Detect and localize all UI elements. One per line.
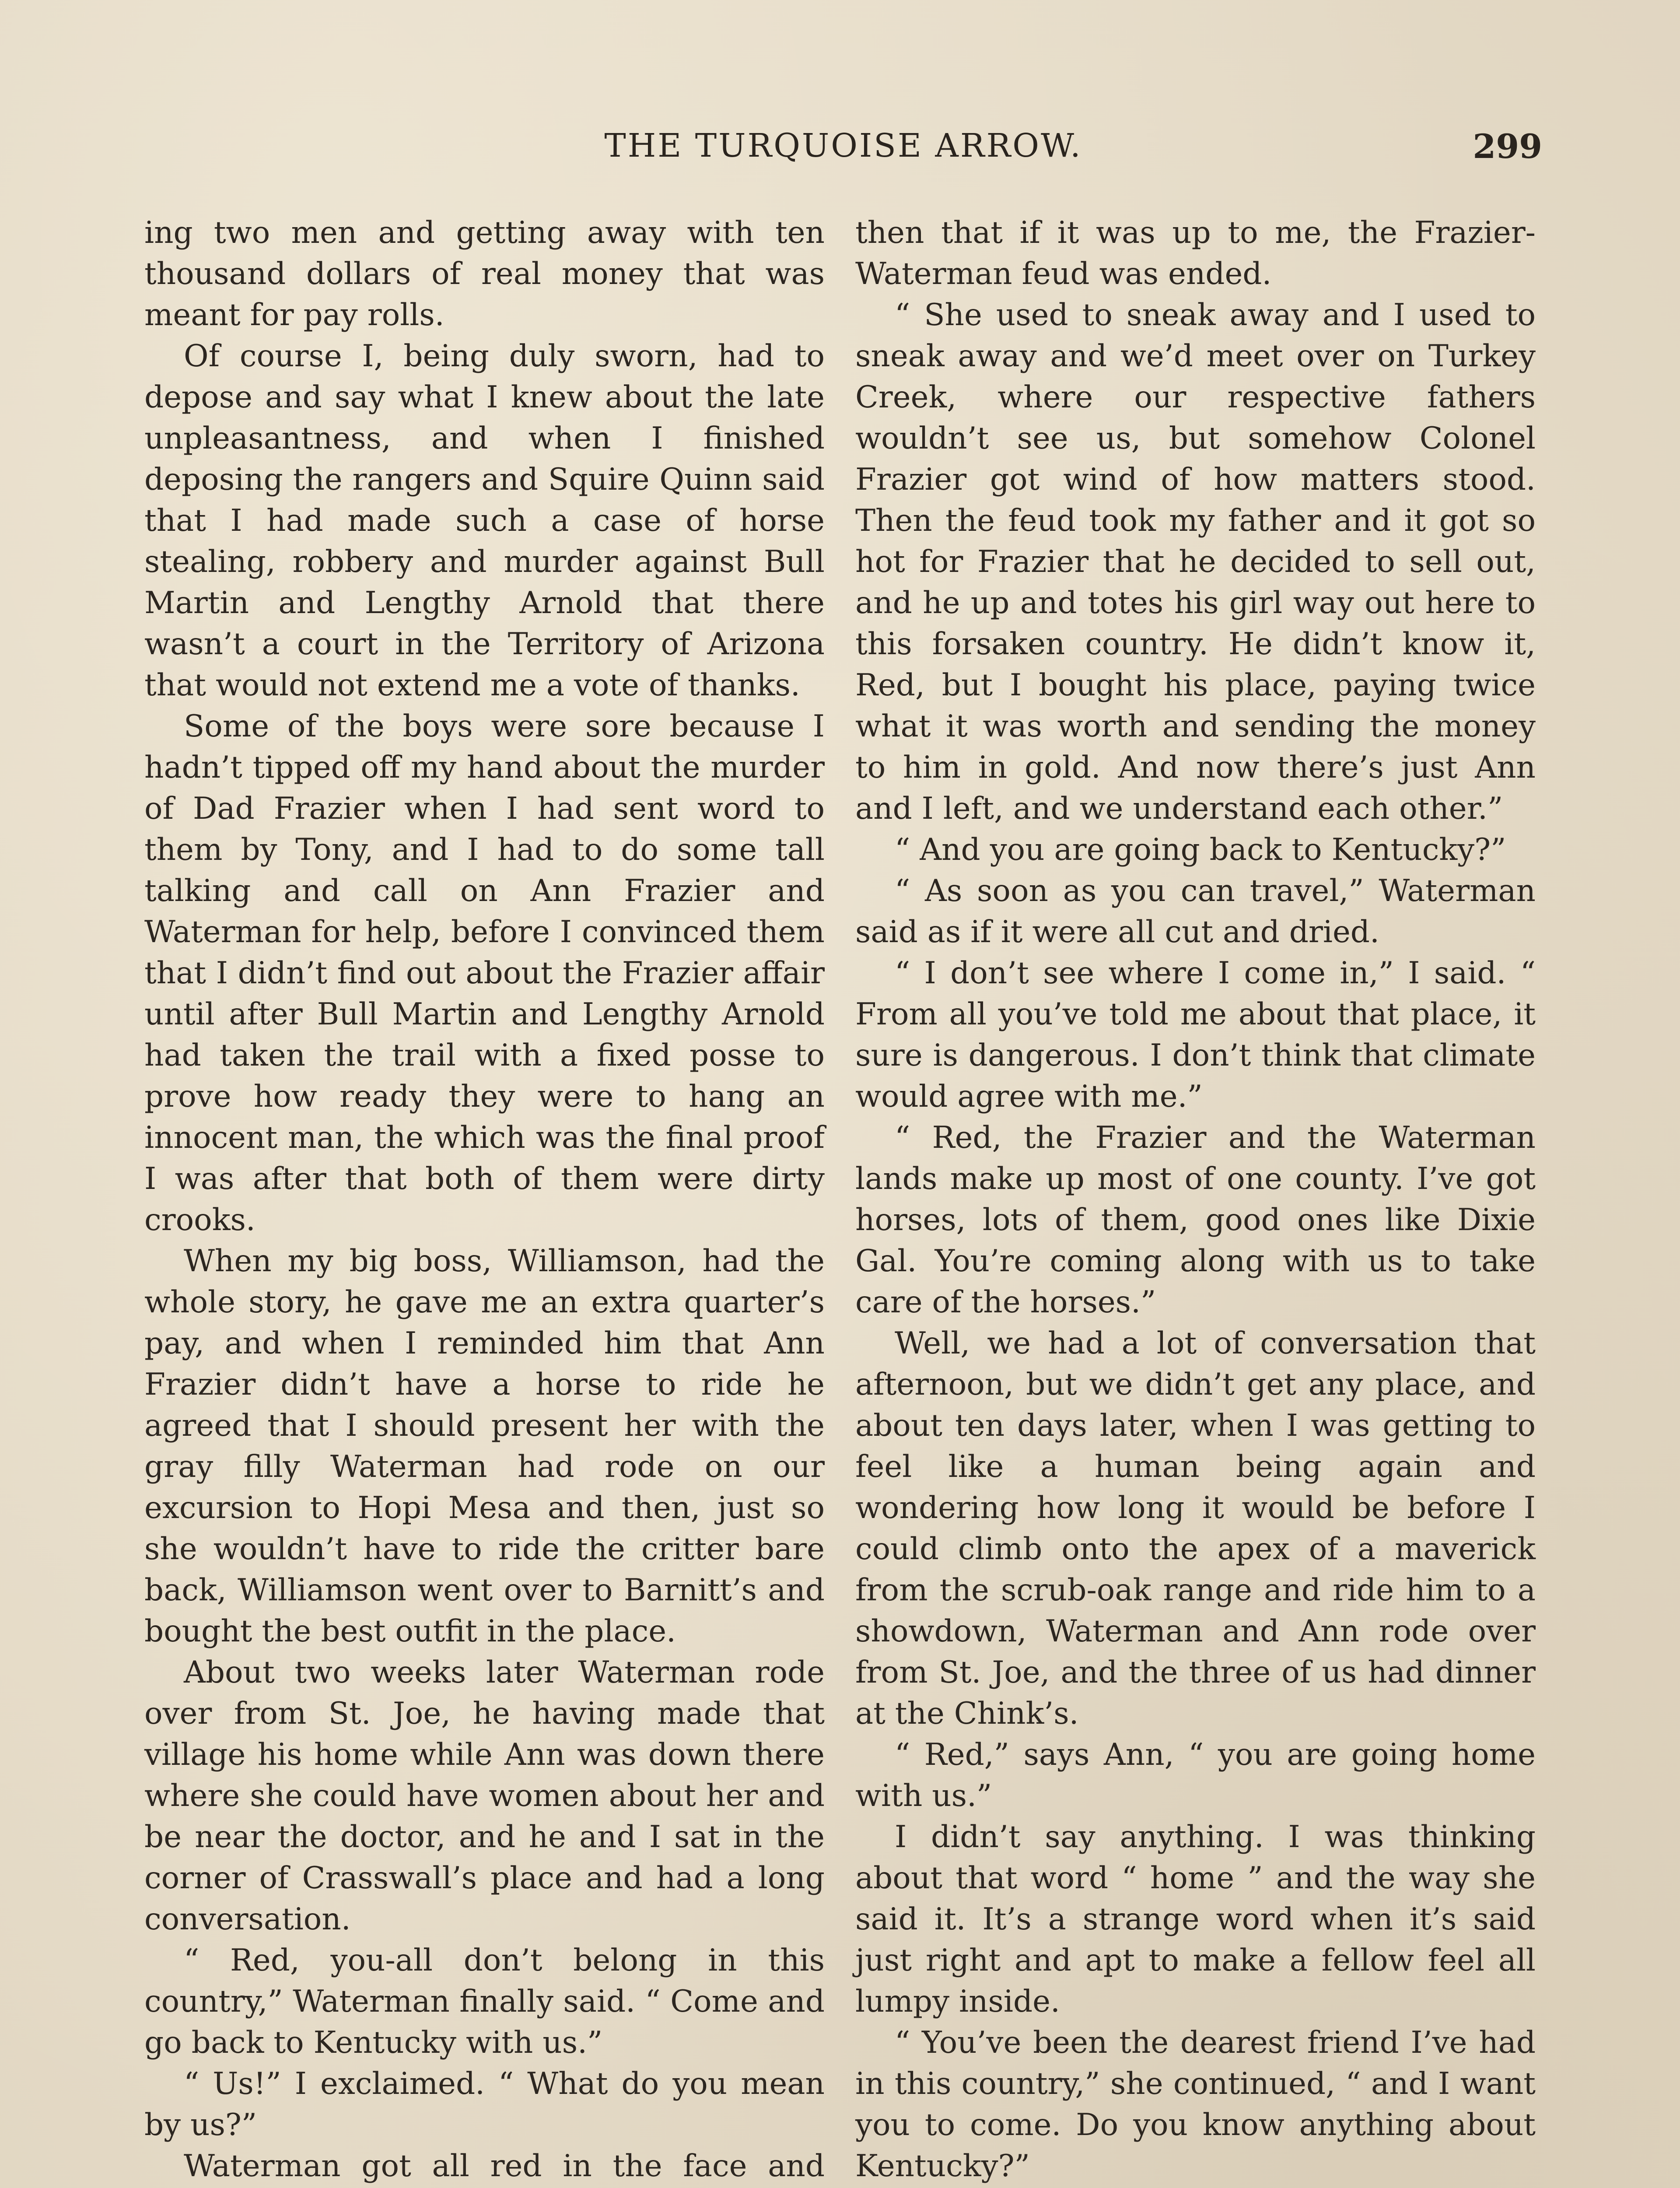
paragraph: “ Red,” says Ann, “ you are going home with us.” [855, 1737, 1536, 1813]
paragraph: “ Us!” I exclaimed. “ What do you mean by us?” [144, 2066, 825, 2142]
paragraph: When my big boss, Williamson, had the whole story, he gave me an extra quarter’s pay, and when I reminded him that Ann Frazier didn’t have a horse to ride he agreed that I should present her with the gray filly Waterman had rode on our excursion to Hopi Mesa and then, just so she wouldn’t have to ride the critter bare back, Williamson went over to Barnitt’s and bought the best outfit in the place. [144, 1244, 825, 1649]
paragraph: “ I don’t see where I come in,” I said. “ From all you’ve told me about that place, it sure is dangerous. I don’t think that climate would agree with me.” [855, 956, 1536, 1114]
paragraph: “ Red, you-all don’t belong in this country,” Waterman finally said. “ Come and go back to Kentucky with us.” [144, 1943, 825, 2060]
paragraph: About two weeks later Waterman rode over from St. Joe, he having made that village his home while Ann was down there where she could have women about her and be near the doctor, and he and I sat in the corner of Crasswall’s place and had a long conversation. [144, 1655, 825, 1937]
page-header [144, 127, 1542, 184]
paragraph: Waterman got all red in the face and [184, 2149, 825, 2184]
paragraph: “ And you are going back to Kentucky?” [895, 832, 1506, 867]
paragraph: Some of the boys were sore because I hadn’t tipped off my hand about the murder of Dad Frazier when I had sent word to them by Tony, and I had to do some tall talking and call on Ann Frazier and Waterman for help, before I convinced them that I didn’t find out about the Frazier affair until after Bull Martin and Lengthy Arnold had taken the trail with a fixed posse to prove how ready they were to hang an innocent man, the which was the final proof I was after that both of them were dirty crooks. [144, 709, 825, 1238]
page-number: 299 [1473, 127, 1542, 166]
text-column-left [144, 212, 825, 2188]
paragraph: ing two men and getting away with ten thousand dollars of real money that was meant for pay rolls. [144, 215, 825, 333]
paragraph: then that if it was up to me, the Frazier-Waterman feud was ended. [855, 215, 1536, 291]
paragraph: Well, we had a lot of conversation that afternoon, but we didn’t get any place, and about ten days later, when I was getting to feel like a human being again and wondering how long it would be before I could climb onto the apex of a maverick from the scrub-oak range and ride him to a showdown, Waterman and Ann rode over from St. Joe, and the three of us had dinner at the Chink’s. [855, 1326, 1536, 1731]
paragraph: “ She used to sneak away and I used to sneak away and we’d meet over on Turkey Creek, where our respective fathers wouldn’t see us, but somehow Colonel Frazier got wind of how matters stood. Then the feud took my father and it got so hot for Frazier that he decided to sell out, and he up and totes his girl way out here to this forsaken country. He didn’t know it, Red, but I bought his place, paying twice what it was worth and sending the money to him in gold. And now there’s just Ann and I left, and we understand each other.” [855, 298, 1536, 826]
paragraph: Of course I, being duly sworn, had to depose and say what I knew about the late unpleasantness, and when I finished deposing the rangers and Squire Quinn said that I had made such a case of horse stealing, robbery and murder against Bull Martin and Lengthy Arnold that there wasn’t a court in the Territory of Arizona that would not extend me a vote of thanks. [144, 339, 825, 703]
paragraph: “ Red, the Frazier and the Waterman lands make up most of one county. I’ve got horses, lots of them, good ones like Dixie Gal. You’re coming along with us to take care of the horses.” [855, 1120, 1536, 1320]
paragraph: “ As soon as you can travel,” Waterman said as if it were all cut and dried. [855, 873, 1536, 950]
text-column-right [855, 212, 1536, 2188]
paragraph: I didn’t say anything. I was thinking about that word “ home ” and the way she said it. It’s a strange word when it’s said just right and apt to make a fellow feel all lumpy inside. [855, 1820, 1536, 2019]
paragraph: “ You’ve been the dearest friend I’ve had in this country,” she continued, “ and I want you to come. Do you know anything about Kentucky?” [855, 2025, 1536, 2184]
running-title: THE TURQUOISE ARROW. [604, 127, 1082, 165]
